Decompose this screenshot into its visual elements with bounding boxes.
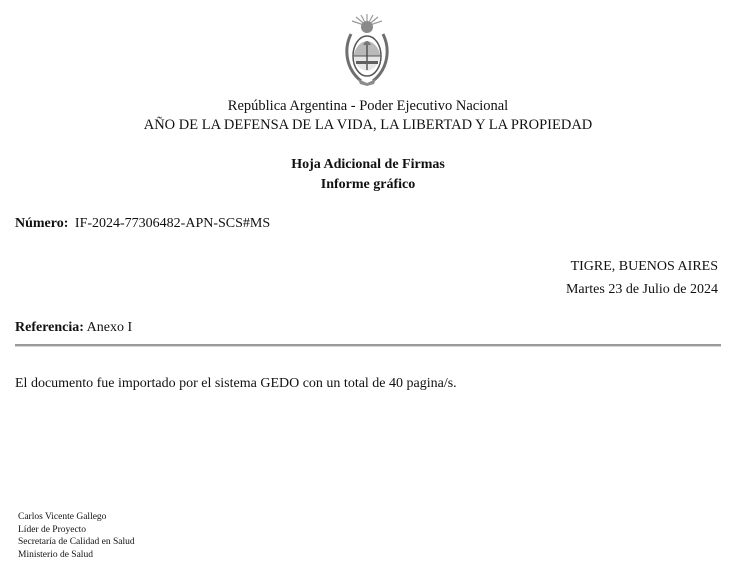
document-title: Hoja Adicional de Firmas xyxy=(291,157,445,172)
referencia-value: Anexo I xyxy=(86,320,133,335)
signer-ministry: Ministerio de Salud xyxy=(18,549,93,560)
numero-label: Número: xyxy=(15,216,69,231)
header-year-motto: AÑO DE LA DEFENSA DE LA VIDA, LA LIBERTAD Y LA PROPIEDAD xyxy=(143,117,593,133)
numero-value: IF-2024-77306482-APN-SCS#MS xyxy=(74,216,271,231)
clasped-hands xyxy=(356,61,378,64)
place-date: Martes 23 de Julio de 2024 xyxy=(565,282,718,297)
signer-block xyxy=(18,511,135,561)
body-text: El documento fue importado por el sistema GEDO con un total de 40 pagina/s. xyxy=(15,376,457,391)
numero-row xyxy=(15,214,270,233)
document-subtitle: Informe gráfico xyxy=(320,177,416,192)
place-city: TIGRE, BUENOS AIRES xyxy=(570,259,718,274)
divider xyxy=(15,344,721,347)
coat-of-arms-seal-icon xyxy=(341,12,393,86)
referencia-label: Referencia: xyxy=(15,320,84,335)
signer-role: Líder de Proyecto xyxy=(18,524,87,535)
signer-name: Carlos Vicente Gallego xyxy=(18,512,107,522)
signer-office: Secretaría de Calidad en Salud xyxy=(18,537,135,547)
referencia-row xyxy=(15,318,132,337)
header-government: República Argentina - Poder Ejecutivo Nacional xyxy=(227,98,509,114)
sun-disc xyxy=(361,21,373,33)
